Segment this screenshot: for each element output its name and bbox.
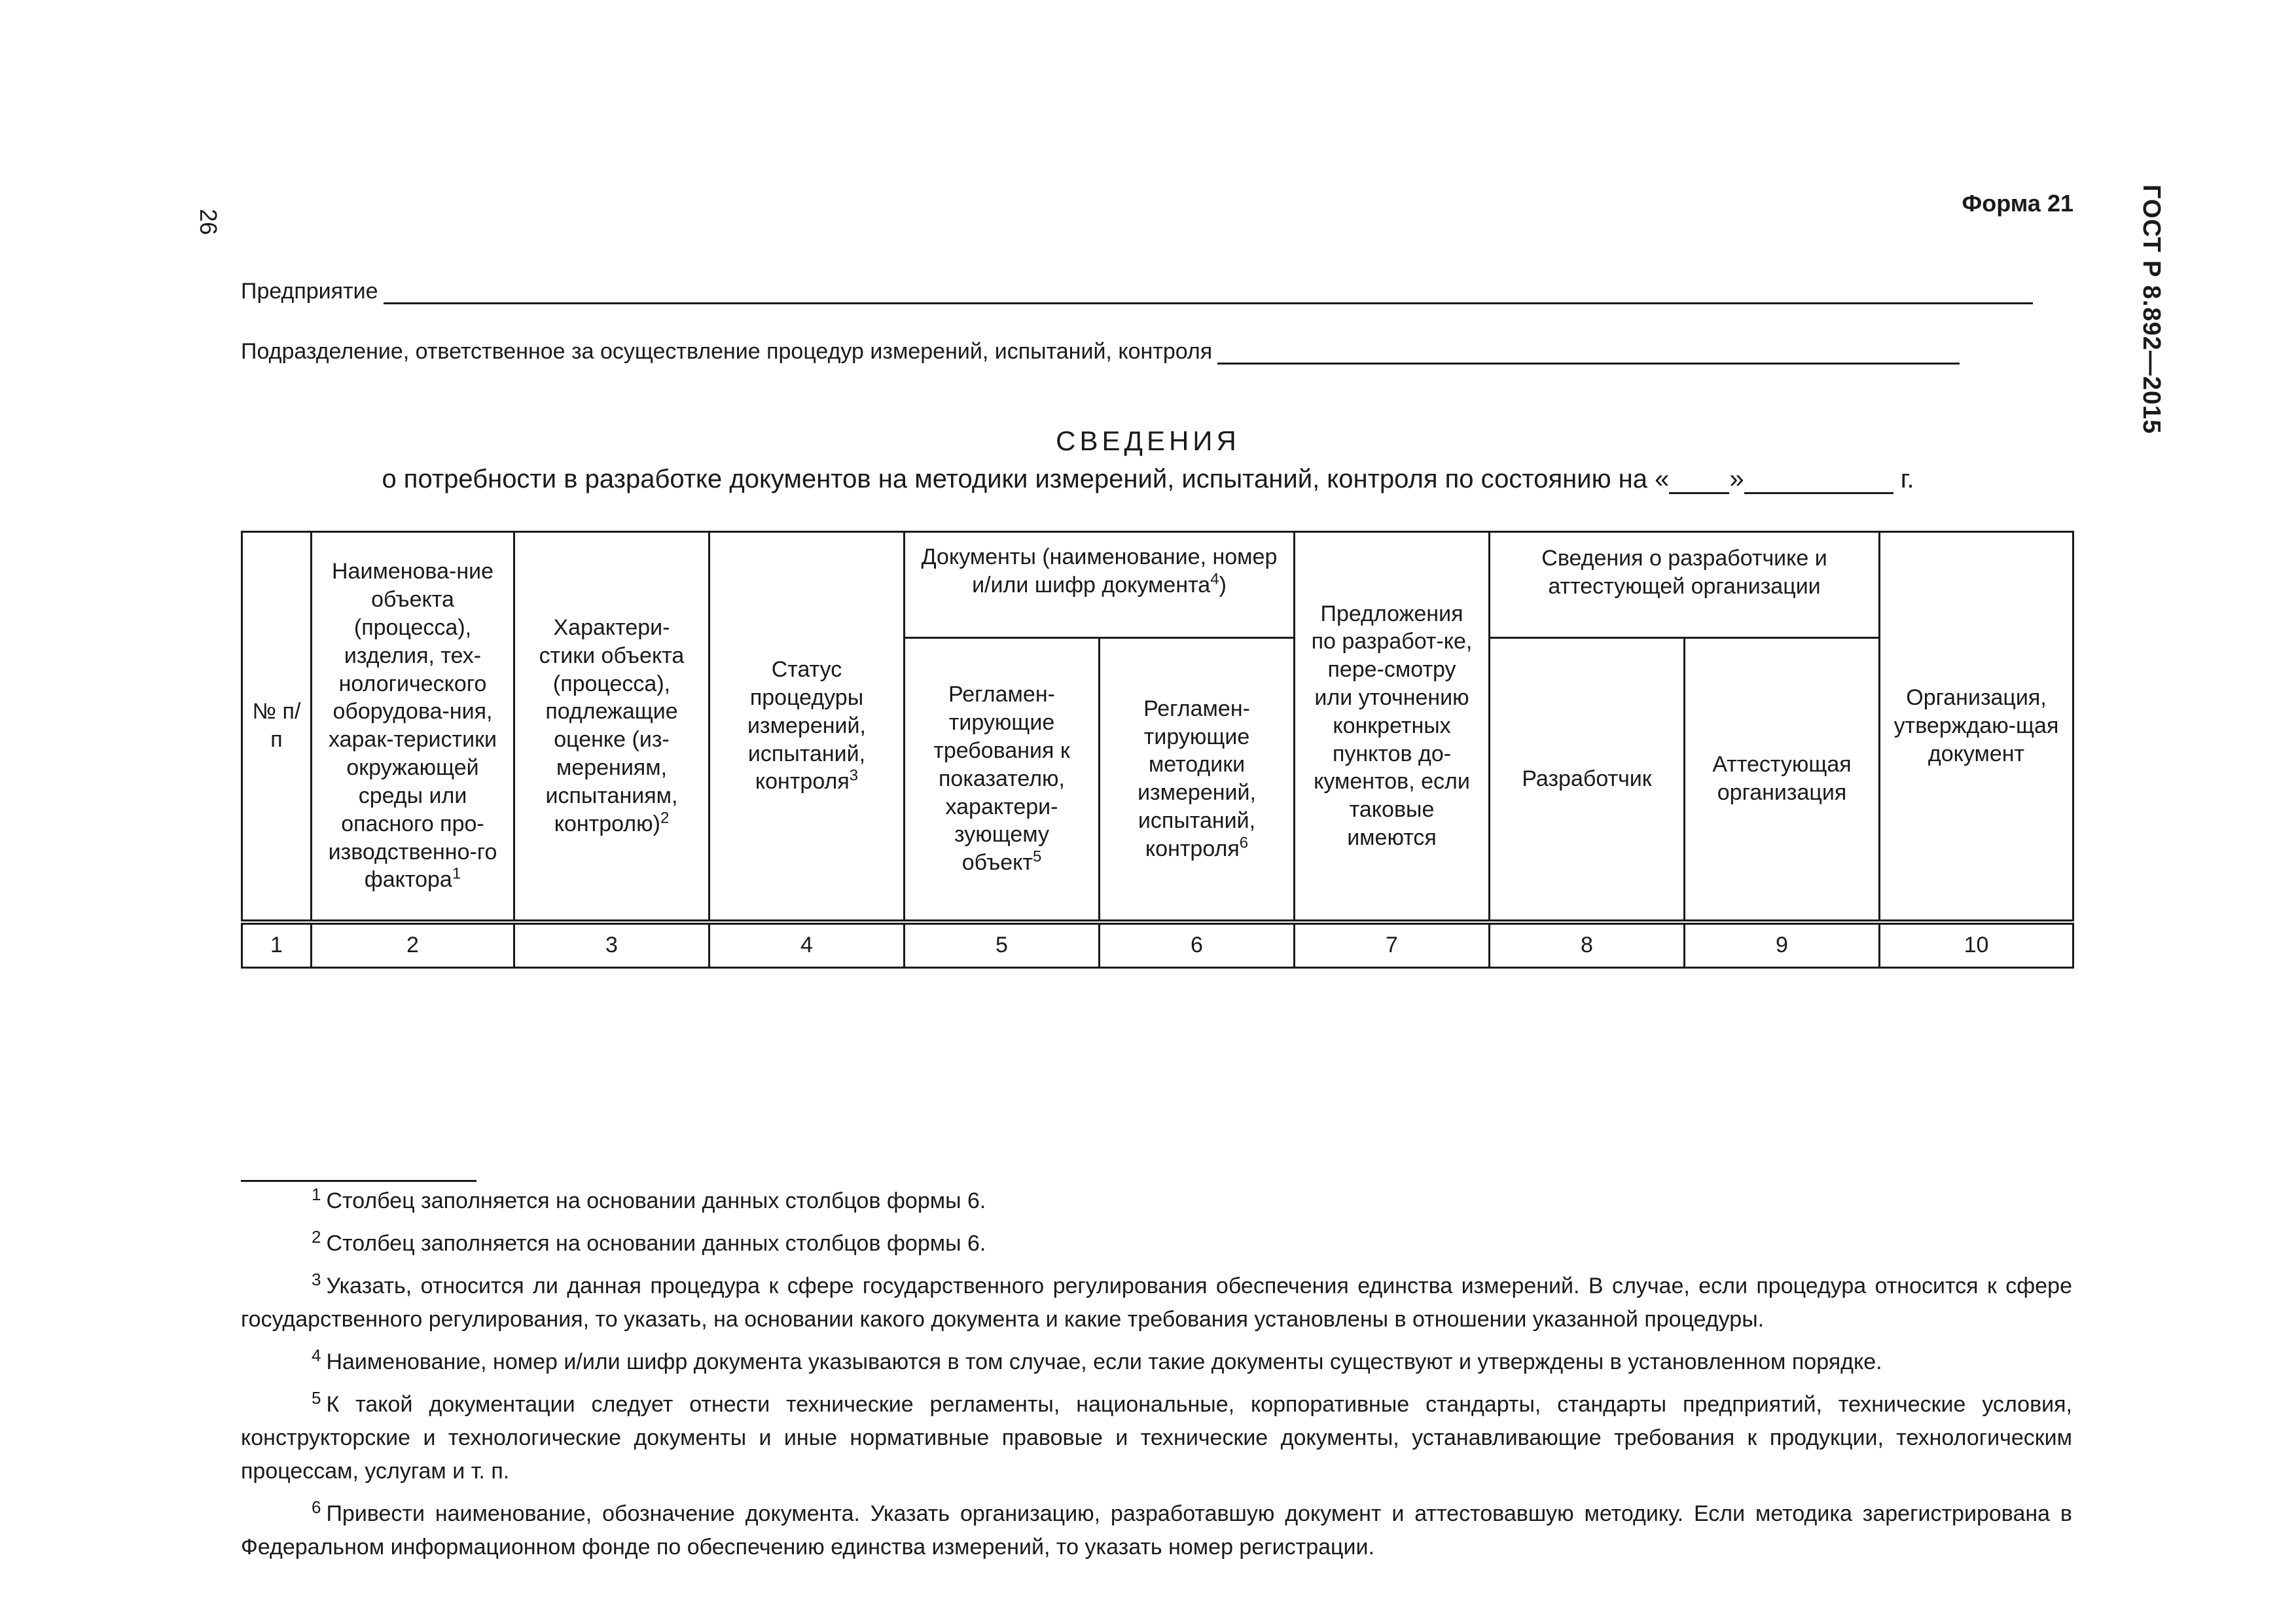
header-cell-developer: Разработчик — [1490, 638, 1685, 922]
day-blank[interactable] — [1669, 470, 1729, 494]
enterprise-field — [241, 279, 2033, 304]
footnote-divider — [241, 1180, 476, 1182]
footnote-1: $^1$ Столбец заполняется на основании данных столбцов формы 6. — [312, 1184, 986, 1213]
footnote-6: $^6$ Привести наименование, обозначение документа. Указать организацию, разработавшую документ и аттестовавшую методику. Если методика зарегистрирована в Федеральном информационном фонде по обеспечению единства измерений, то указать номер регистрации. — [241, 1497, 2072, 1560]
enterprise-input-line[interactable] — [384, 279, 2033, 304]
footnote-5: $^5$ К такой документации следует отнести технические регламенты, национальные, корпоративные стандарты, стандарты предприятий, технические условия, конструкторские и технологические документы и иные нормативные правовые и технические документы, устанавливающие требования к продукции, технологическим процессам, услугам и т. п. — [241, 1387, 2072, 1484]
form-heading-title: СВЕДЕНИЯ — [1056, 425, 1240, 456]
division-input-line[interactable] — [1217, 339, 1960, 365]
year-blank[interactable] — [1744, 470, 1893, 494]
column-number: 2 — [312, 922, 514, 968]
form-heading-subtitle — [0, 465, 2296, 494]
form-label: Форма 21 — [1962, 190, 2073, 217]
header-cell-methods: Регламен-тирующие методики измерений, испытаний, контроля$^6$ — [1100, 638, 1295, 922]
column-number: 3 — [514, 922, 709, 968]
footnote-2: $^2$ Столбец заполняется на основании данных столбцов формы 6. — [312, 1226, 986, 1256]
header-cell-attesting-org: Аттестующая организация — [1685, 638, 1880, 922]
column-number-row — [242, 922, 2073, 968]
column-number: 5 — [905, 922, 1100, 968]
table-header-row — [242, 532, 2073, 638]
standard-id: ГОСТ Р 8.892—2015 — [2138, 185, 2165, 435]
heading-quote-close: » — [1729, 465, 1744, 493]
column-number: 6 — [1100, 922, 1295, 968]
column-number: 8 — [1490, 922, 1685, 968]
footnote-4: $^4$ Наименование, номер и/или шифр документа указываются в том случае, если такие документы существуют и утверждены в установленном порядке. — [312, 1345, 1882, 1374]
form-table — [241, 531, 2074, 969]
header-cell-object-name: Наименова-ние объекта (процесса), изделия, тех-нологического оборудова-ния, харак-теристики окружающей среды или опасного про-изводственно-го фактора$^1$ — [312, 532, 514, 922]
header-cell-characteristics: Характери-стики объекта (процесса), подлежащие оценке (из-мерениям, испытаниям, контролю)$^2$ — [514, 532, 709, 922]
column-number: 1 — [242, 922, 312, 968]
column-number: 9 — [1685, 922, 1880, 968]
enterprise-label: Предприятие — [241, 279, 378, 304]
heading-year-suffix: г. — [1893, 465, 1914, 493]
column-number: 7 — [1295, 922, 1490, 968]
header-cell-documents-group: Документы (наименование, номер и/или шифр документа$^4$) — [905, 532, 1295, 638]
header-cell-requirements: Регламен-тирующие требования к показателю, характери-зующему объект$^5$ — [905, 638, 1100, 922]
footnotes — [241, 1185, 2072, 1573]
division-field — [241, 339, 1960, 365]
heading-subtitle-text: о потребности в разработке документов на методики измерений, испытаний, контроля по состоянию на « — [382, 465, 1670, 493]
division-label: Подразделение, ответственное за осуществление процедур измерений, испытаний, контроля — [241, 339, 1213, 364]
footnote-3: $^3$ Указать, относится ли данная процедура к сфере государственного регулирования обеспечения единства измерений. В случае, если процедура относится к сфере государственного регулирования, то указать, на основании какого документа и какие требования установлены в отношении указанной процедуры. — [241, 1269, 2072, 1332]
header-cell-proposals: Предложения по разработ-ке, пере-смотру или уточнению конкретных пунктов до-кументов, если таковые имеются — [1295, 532, 1490, 922]
header-cell-procedure-status: Статус процедуры измерений, испытаний, контроля$^3$ — [709, 532, 905, 922]
header-cell-developer-group: Сведения о разработчике и аттестующей организации — [1490, 532, 1880, 638]
column-number: 10 — [1880, 922, 2073, 968]
header-cell-number: № п/п — [242, 532, 312, 922]
header-cell-approving-org: Организация, утверждаю-щая документ — [1880, 532, 2073, 922]
page-number: 26 — [195, 208, 222, 236]
column-number: 4 — [709, 922, 905, 968]
